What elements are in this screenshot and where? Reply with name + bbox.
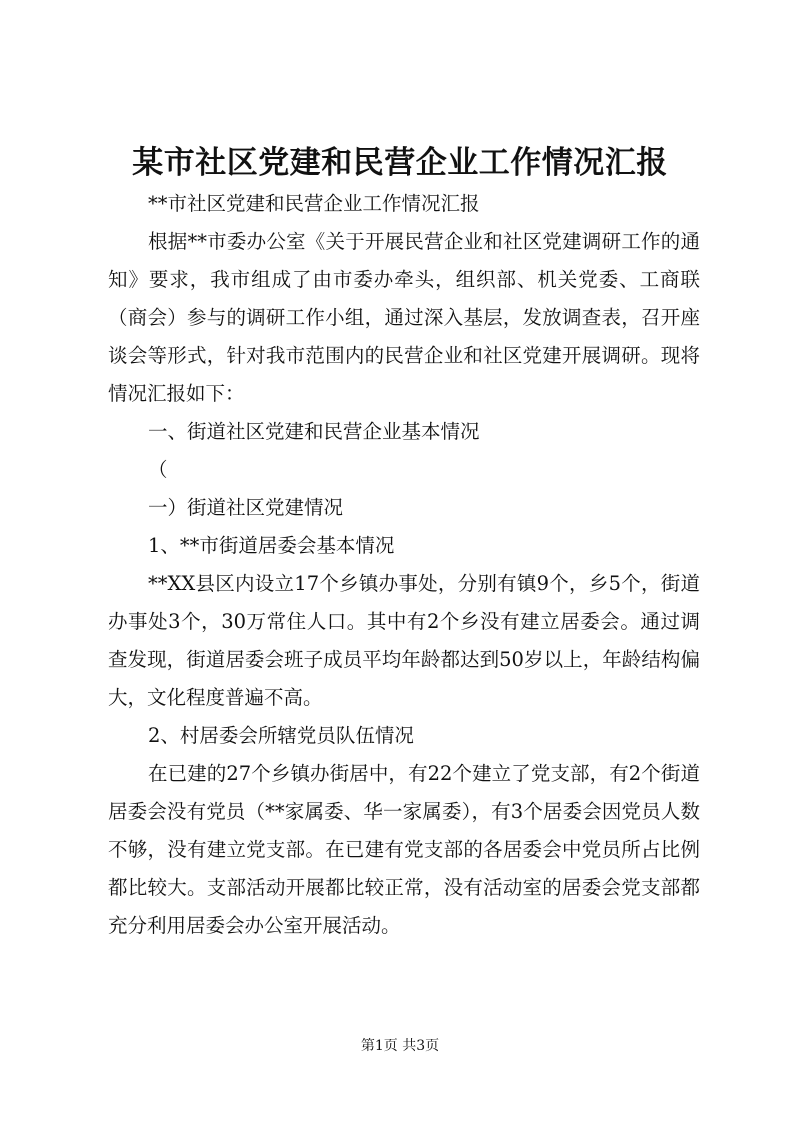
- section-heading: 一、街道社区党建和民营企业基本情况: [148, 420, 480, 443]
- paragraph-intro: 根据**市委办公室《关于开展民营企业和社区党建调研工作的通知》要求，我市组成了由市委办牵头，组织部、机关党委、工商联（商会）参与的调研工作小组，通过深入基层，发放调查表，召开座谈会等形式，针对我市范围内的民营企业和社区党建开展调研。现将情况汇报如下：: [108, 230, 700, 405]
- item-heading-1: 1、**市街道居委会基本情况: [148, 534, 395, 557]
- page-number-footer: 第1页 共3页: [360, 1038, 440, 1054]
- subsection-heading: 一）街道社区党建情况: [148, 496, 344, 519]
- paragraph-fragment: （: [148, 458, 168, 481]
- item-heading-2: 2、村居委会所辖党员队伍情况: [148, 724, 414, 747]
- paragraph-item-1: **XX县区内设立17个乡镇办事处，分别有镇9个，乡5个，街道办事处3个，30万常住人口。其中有2个乡没有建立居委会。通过调查发现，街道居委会班子成员平均年龄都达到50岁以上，年龄结构偏大，文化程度普遍不高。: [108, 572, 700, 709]
- paragraph-subtitle: **市社区党建和民营企业工作情况汇报: [148, 192, 480, 215]
- document-title: 某市社区党建和民营企业工作情况汇报: [132, 145, 668, 181]
- document-body: [108, 185, 700, 945]
- paragraph-item-2: 在已建的27个乡镇办街居中，有22个建立了党支部，有2个街道居委会没有党员（**家属委、华一家属委），有3个居委会因党员人数不够，没有建立党支部。在已建有党支部的各居委会中党员所占比例都比较大。支部活动开展都比较正常，没有活动室的居委会党支部都充分利用居委会办公室开展活动。: [108, 762, 700, 937]
